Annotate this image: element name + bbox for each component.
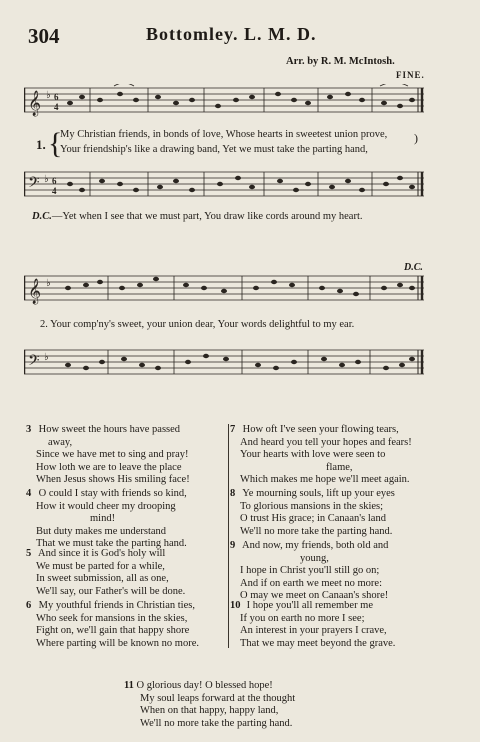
stanza-5 [26, 548, 226, 598]
staff-system-1-bass [24, 168, 426, 204]
stanza-line: O may we meet on Canaan's shore! [240, 590, 389, 601]
staff-system-2-bass [24, 346, 426, 386]
stanza-line: We'll say, our Father's will be done. [36, 585, 186, 597]
stanza-line: How oft I've seen your flowing tears, [242, 424, 399, 435]
stanza-line: That we may meet beyond the grave. [240, 637, 396, 649]
stanza-line: And since it is God's holy will [38, 548, 166, 559]
svg-text:4: 4 [54, 102, 59, 112]
stanza-line: Where parting will be known no more. [36, 637, 199, 649]
hymn-title: Bottomley. L. M. D. [146, 24, 317, 44]
column-divider [228, 424, 229, 648]
staff-system-1-treble [24, 84, 426, 120]
stanza-line: I hope in Christ you'll still go on; [240, 565, 380, 576]
stanza-line: O could I stay with friends so kind, [38, 488, 187, 499]
stanza-9 [230, 540, 458, 603]
verse-1-line-2: Your friendship's like a drawing band, Yet we must take the parting hand, [60, 144, 368, 155]
stanza-line: Your hearts with love were seen to [240, 449, 386, 460]
stanza-11 [124, 680, 295, 730]
svg-text:♭: ♭ [44, 174, 49, 185]
dc-lyric-text: —Yet when I see that we must part, You draw like cords around my heart. [51, 211, 363, 222]
stanza-line: Who seek for mansions in the skies, [36, 612, 188, 624]
staff-system-2-treble [24, 272, 426, 308]
verse-1-line-1: My Christian friends, in bonds of love, Whose hearts in sweetest union prove, [60, 129, 388, 140]
stanza-line: O trust His grace; in Canaan's land [240, 513, 386, 524]
svg-text:♭: ♭ [46, 90, 51, 101]
stanza-line: We must be parted for a while, [36, 560, 165, 572]
stanza-3 [26, 424, 226, 487]
verse-brace: { [48, 127, 63, 160]
stanza-10 [230, 600, 458, 650]
dc-mark: D.C. [404, 262, 423, 273]
stanza-line: How it would cheer my drooping [36, 500, 176, 512]
arranger-credit: Arr. by R. M. McIntosh. [286, 56, 395, 67]
stanza-number: 5 [26, 548, 32, 559]
svg-text:♭: ♭ [46, 278, 51, 289]
verse-1-number: 1. [36, 137, 46, 152]
stanza-4 [26, 488, 226, 551]
stanza-line: My youthful friends in Christian ties, [38, 600, 195, 611]
stanza-line: My soul leaps forward at the thought [140, 692, 296, 704]
stanza-number: 8 [230, 488, 236, 499]
stanza-line: Which makes me hope we'll meet again. [240, 474, 410, 485]
page-number: 304 [28, 24, 60, 48]
stanza-line: Since we have met to sing and pray! [36, 449, 189, 460]
stanza-line: In sweet submission, all as one, [36, 573, 169, 584]
stanza-line: Fight on, we'll gain that happy shore [36, 625, 190, 636]
stanza-line: And heard you tell your hopes and fears! [240, 436, 412, 448]
stanza-line: An interest in your prayers I crave, [240, 625, 387, 636]
stanza-line: O glorious day! O blessed hope! [136, 680, 273, 691]
stanza-line: When Jesus shows His smiling face! [36, 474, 190, 485]
stanza-number: 6 [26, 600, 32, 611]
stanza-number: 4 [26, 488, 32, 499]
stanza-line: To glorious mansions in the skies; [240, 500, 384, 512]
verse-close-brace: ) [414, 131, 418, 145]
svg-text:𝄞: 𝄞 [28, 278, 42, 303]
stanza-line: young, [300, 552, 329, 564]
stanza-line: But duty makes me understand [36, 525, 167, 537]
stanza-line: away, [48, 436, 73, 448]
stanza-number: 10 [230, 600, 241, 611]
stanza-line: When on that happy, happy land, [140, 705, 279, 716]
svg-text:4: 4 [52, 186, 57, 196]
svg-text:𝄢: 𝄢 [28, 352, 40, 372]
stanza-8 [230, 488, 458, 538]
svg-text:6: 6 [54, 92, 59, 102]
stanza-line: I hope you'll all remember me [246, 600, 374, 611]
svg-text:6: 6 [52, 176, 57, 186]
stanza-line: That we must take the parting hand. [36, 538, 187, 549]
dc-lyric-line [32, 211, 363, 222]
svg-text:♭: ♭ [44, 352, 49, 363]
svg-text:𝄢: 𝄢 [28, 174, 40, 194]
stanza-line: If you on earth no more I see; [240, 612, 365, 624]
stanza-7 [230, 424, 458, 487]
stanza-line: And if on earth we meet no more: [240, 577, 382, 589]
svg-text:𝄞: 𝄞 [28, 90, 42, 115]
stanza-line: We'll no more take the parting hand. [240, 525, 393, 537]
stanza-line: We'll no more take the parting hand. [140, 717, 293, 729]
stanza-number: 9 [230, 540, 236, 551]
dc-label: D.C. [32, 211, 52, 222]
stanza-6 [26, 600, 226, 650]
stanza-line: And now, my friends, both old and [242, 540, 389, 551]
stanza-line: mind! [90, 513, 116, 524]
stanza-line: Ye mourning souls, lift up your eyes [242, 488, 395, 499]
stanza-number: 3 [26, 424, 32, 435]
stanza-number: 11 [124, 680, 134, 691]
stanza-line: flame, [326, 461, 353, 473]
stanza-number: 7 [230, 424, 236, 435]
stanza-line: How loth we are to leave the place [36, 461, 182, 473]
stanza-line: How sweet the hours have passed [38, 424, 181, 435]
fine-mark: FINE. [396, 70, 425, 80]
verse-2-line: 2. Your comp'ny's sweet, your union dear, Your words delightful to my ear. [40, 319, 355, 330]
